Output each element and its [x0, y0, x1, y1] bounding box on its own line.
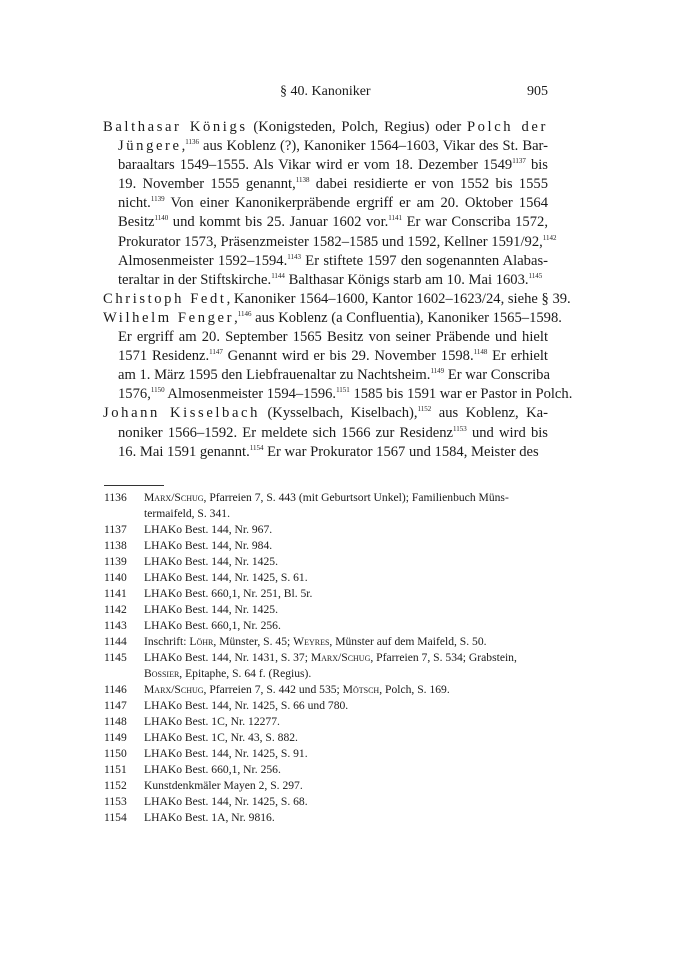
footnote-text	[144, 554, 548, 570]
footnote-text: LHAKo Best. 660,1, Nr. 251, Bl. 5r.	[144, 587, 313, 600]
footnote-ref: 1136	[185, 138, 199, 147]
footnote-ref: 1140	[154, 214, 169, 223]
running-header	[0, 84, 700, 104]
entry-text: bis	[525, 157, 548, 174]
footnote-rule	[104, 485, 164, 486]
entry-text: Balthasar Königs starb am 10. Mai 1603.	[284, 271, 529, 288]
footnote	[104, 618, 548, 634]
entry	[103, 309, 573, 404]
footnote-text: , Münster, S. 45;	[213, 635, 294, 648]
author-name: Bossier	[144, 667, 180, 680]
footnote-text: Inschrift:	[144, 635, 190, 648]
running-title: § 40. Kanoniker	[280, 84, 371, 99]
footnote-text	[144, 746, 548, 762]
text-line	[104, 175, 548, 194]
footnote-number: 1146	[104, 683, 127, 696]
footnote-text: , Pfarreien 7, S. 442 und 535;	[203, 683, 343, 696]
footnote-number: 1137	[104, 523, 127, 536]
entry-text: Prokurator 1573, Präsenzmeister 1582–1585 und 1592, Kellner 1591/92,	[118, 233, 543, 250]
text-line	[104, 213, 548, 232]
footnote-text	[144, 586, 548, 602]
footnote-text	[144, 778, 548, 794]
text-line	[104, 347, 548, 366]
entry-text: Er stiftete 1597 den sogenannten Alabas-	[301, 252, 548, 269]
footnote	[104, 586, 548, 602]
footnote	[104, 490, 548, 522]
footnote-ref: 1144	[271, 271, 285, 280]
person-name: Johann Kisselbach	[103, 405, 261, 422]
footnote-ref: 1148	[473, 348, 488, 357]
text-line	[104, 156, 548, 175]
text-line	[104, 424, 548, 443]
entry-text: Genannt wird er bis 29. November 1598.	[222, 348, 474, 365]
entry-text: dabei residierte er von 1552 bis 1555	[309, 176, 548, 193]
footnote-text: LHAKo Best. 144, Nr. 967.	[144, 523, 273, 536]
entry	[103, 118, 557, 290]
text-line	[104, 233, 557, 252]
footnote-ref: 1139	[150, 195, 165, 204]
footnote	[104, 634, 548, 650]
footnote-text: Kunstdenkmäler Mayen 2, S. 297.	[144, 779, 303, 792]
footnote-ref: 1141	[388, 214, 403, 223]
footnote-ref: 1143	[287, 252, 302, 261]
footnote-number: 1141	[104, 587, 127, 600]
footnote-number: 1152	[104, 779, 127, 792]
footnote	[104, 714, 548, 730]
entry-text: ,	[181, 138, 186, 155]
footnote-ref: 1149	[430, 367, 445, 376]
entry-text: am 1. März 1595 den Liebfrauenaltar zu Nachtsheim.	[118, 367, 431, 384]
entry-text: (Konigsteden, Polch, Regius) oder	[247, 119, 467, 135]
entry-text: Er erhielt	[487, 348, 548, 365]
footnote-number: 1139	[104, 555, 127, 568]
footnote-text: , Polch, S. 169.	[379, 683, 450, 696]
footnote-text	[144, 794, 548, 810]
text-line	[104, 194, 548, 213]
footnote-text: , Pfarreien 7, S. 443 (mit Geburtsort Unkel); Familienbuch Müns-termaifeld, S. 341.	[144, 491, 509, 520]
footnote-text: LHAKo Best. 660,1, Nr. 256.	[144, 763, 281, 776]
footnote-text	[144, 490, 548, 522]
text-line	[104, 252, 548, 271]
footnote-text: LHAKo Best. 144, Nr. 984.	[144, 539, 273, 552]
footnote-ref: 1151	[336, 386, 350, 395]
entry-text: nicht.	[118, 195, 151, 212]
author-name: Mötsch	[342, 683, 380, 696]
entry-text: teraltar in der Stiftskirche.	[118, 271, 272, 288]
entry-text: ,	[234, 309, 238, 326]
entry-text: (Kysselbach, Kiselbach),	[260, 405, 418, 422]
footnote-ref: 1147	[209, 348, 223, 357]
person-name: Polch der	[466, 119, 548, 135]
entry-text: 1571 Residenz.	[118, 348, 210, 365]
footnote-text: LHAKo Best. 144, Nr. 1425.	[144, 555, 278, 568]
footnote-number: 1153	[104, 795, 127, 808]
footnote-text: LHAKo Best. 144, Nr. 1431, S. 37;	[144, 651, 311, 664]
footnote-ref: 1146	[237, 309, 252, 318]
footnote	[104, 554, 548, 570]
entry-text: baraaltars 1549–1555. Als Vikar wird er vom 18. Dezember 1549	[118, 157, 513, 174]
footnote	[104, 810, 548, 826]
footnote-number: 1138	[104, 539, 127, 552]
footnote-ref: 1138	[295, 176, 310, 185]
entry-text: Besitz	[118, 214, 155, 231]
entry-text: 1585 bis 1591 war er Pastor in Polch.	[349, 386, 573, 403]
entry-text: Von einer Kanonikerpräbende ergriff er am 20. Oktober 1564	[164, 195, 548, 212]
entry-text: , Kanoniker 1564–1600, Kantor 1602–1623/24, siehe § 39.	[226, 290, 571, 307]
entry-text: Er ergriff am 20. September 1565 Besitz von seiner Präbende und hielt	[118, 329, 548, 346]
footnote-text	[144, 698, 548, 714]
person-name: Wilhelm Fenger	[103, 309, 235, 326]
entry-text: und wird bis	[466, 424, 548, 441]
footnote-text	[144, 570, 548, 586]
footnote	[104, 794, 548, 810]
footnote	[104, 570, 548, 586]
footnote-number: 1140	[104, 571, 127, 584]
text-line	[104, 404, 548, 423]
page-number: 905	[527, 84, 548, 99]
entry-text: 19. November 1555 genannt,	[118, 176, 296, 193]
footnote	[104, 602, 548, 618]
footnote-ref: 1137	[512, 157, 526, 166]
footnote-ref: 1145	[528, 271, 543, 280]
entry-text: Almosenmeister 1592–1594.	[118, 252, 288, 269]
footnote-ref: 1142	[542, 233, 557, 242]
footnote-number: 1150	[104, 747, 127, 760]
footnote-text: LHAKo Best. 1C, Nr. 12277.	[144, 715, 280, 728]
footnote	[104, 682, 548, 698]
entry-text: aus Koblenz, Ka-	[431, 405, 548, 422]
text-line	[104, 137, 548, 156]
author-name: Weyres	[293, 635, 330, 648]
author-name: Marx/Schug	[310, 651, 371, 664]
text-line	[104, 443, 548, 462]
footnote-text: LHAKo Best. 1C, Nr. 43, S. 882.	[144, 731, 298, 744]
author-name: Marx/Schug	[144, 491, 204, 504]
footnote	[104, 746, 548, 762]
footnote-text	[144, 714, 548, 730]
footnote	[104, 730, 548, 746]
entry	[103, 290, 571, 309]
entry-text: aus Koblenz (?), Kanoniker 1564–1603, Vikar des St. Bar-	[199, 138, 548, 155]
entry-text: aus Koblenz (a Confluentia), Kanoniker 1565–1598.	[251, 309, 562, 326]
entry-text: und kommt bis 25. Januar 1602 vor.	[168, 214, 389, 231]
footnote-number: 1147	[104, 699, 127, 712]
footnote-text	[144, 682, 548, 698]
footnote-number: 1143	[104, 619, 127, 632]
footnote-ref: 1150	[150, 386, 165, 395]
footnote-text	[144, 730, 548, 746]
footnote-ref: 1152	[417, 405, 432, 414]
entry	[104, 404, 548, 461]
text-line	[104, 328, 548, 347]
footnote-text	[144, 634, 548, 650]
footnote-text	[144, 762, 548, 778]
footnote	[104, 778, 548, 794]
footnote	[104, 698, 548, 714]
entry-text: Almosenmeister 1594–1596.	[164, 386, 337, 403]
footnote-text: , Münster auf dem Maifeld, S. 50.	[329, 635, 487, 648]
footnote-number: 1154	[104, 811, 127, 824]
text-line	[104, 271, 548, 290]
author-name: Löhr	[189, 635, 214, 648]
footnote-number: 1144	[104, 635, 127, 648]
text-line	[103, 290, 571, 309]
footnote	[104, 522, 548, 538]
footnote-text: , Epitaphe, S. 64 f. (Regius).	[179, 667, 312, 680]
footnotes	[104, 490, 548, 826]
footnote-text	[144, 538, 548, 554]
main-text	[103, 118, 573, 462]
entry-text: Er war Conscriba 1572,	[402, 214, 548, 231]
footnote-ref: 1153	[453, 424, 467, 433]
entry-text: Er war Prokurator 1567 und 1584, Meister des	[263, 443, 539, 460]
entry-text: Er war Conscriba	[444, 367, 550, 384]
footnote-number: 1149	[104, 731, 127, 744]
text-line	[104, 118, 548, 137]
footnote	[104, 762, 548, 778]
person-name: Christoph Fedt	[103, 290, 227, 307]
footnote-number: 1151	[104, 763, 127, 776]
footnote	[104, 538, 548, 554]
footnote-number: 1145	[104, 651, 127, 664]
footnote	[104, 650, 548, 682]
person-name: Jüngere	[118, 138, 182, 155]
footnote-text: LHAKo Best. 144, Nr. 1425, S. 66 und 780.	[144, 699, 349, 712]
footnote-text: LHAKo Best. 144, Nr. 1425, S. 68.	[144, 795, 308, 808]
footnote-number: 1136	[104, 491, 127, 504]
footnote-text: LHAKo Best. 660,1, Nr. 256.	[144, 619, 281, 632]
footnote-text	[144, 650, 548, 682]
author-name: Marx/Schug	[144, 683, 204, 696]
person-name: Balthasar Königs	[103, 119, 248, 135]
footnote-text: LHAKo Best. 1A, Nr. 9816.	[144, 811, 275, 824]
footnote-number: 1142	[104, 603, 127, 616]
footnote-number: 1148	[104, 715, 127, 728]
footnote-ref: 1154	[249, 443, 264, 452]
entry-text: 16. Mai 1591 genannt.	[118, 443, 250, 460]
footnote-text	[144, 522, 548, 538]
text-line	[103, 309, 562, 328]
footnote-text: LHAKo Best. 144, Nr. 1425, S. 61.	[144, 571, 308, 584]
footnote-text	[144, 810, 548, 826]
footnote-text	[144, 618, 548, 634]
text-line	[104, 366, 548, 385]
entry-text: 1576,	[118, 386, 151, 403]
footnote-text: , Pfarreien 7, S. 534; Grabstein,	[370, 651, 517, 664]
text-line	[104, 385, 573, 404]
footnote-text: LHAKo Best. 144, Nr. 1425, S. 91.	[144, 747, 308, 760]
entry-text: noniker 1566–1592. Er meldete sich 1566 zur Residenz	[118, 424, 453, 441]
footnote-text	[144, 602, 548, 618]
footnote-text: LHAKo Best. 144, Nr. 1425.	[144, 603, 278, 616]
